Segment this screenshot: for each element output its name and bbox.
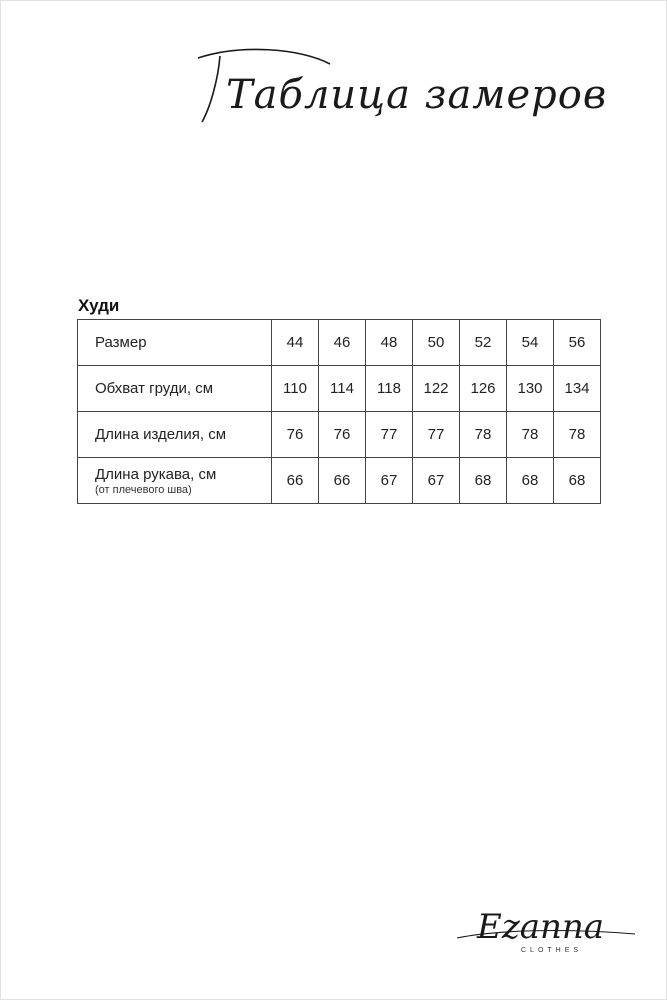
table-cell: 68 [507,458,554,504]
svg-text:Таблица замеров: Таблица замеров [226,72,608,118]
table-cell: 68 [554,458,601,504]
table-cell: 134 [554,366,601,412]
table-cell: 66 [319,458,366,504]
section-title: Худи [78,296,120,315]
size-table [77,319,601,504]
table-cell: 76 [319,412,366,458]
table-cell: 77 [366,412,413,458]
brand-logo-mark [455,890,640,970]
row-label [78,458,272,504]
handwritten-title-signature [180,30,608,140]
table-cell: 78 [507,412,554,458]
table-cell: 50 [413,320,460,366]
table-cell: 110 [272,366,319,412]
page-title [180,30,608,140]
table-cell: 78 [554,412,601,458]
table-cell: 46 [319,320,366,366]
table-cell: 67 [413,458,460,504]
svg-text:Ezanna: Ezanna [477,907,605,947]
table-cell: 48 [366,320,413,366]
table-row [78,366,601,412]
table-row [78,412,601,458]
table-row [78,458,601,504]
table-cell: 130 [507,366,554,412]
row-label: Длина изделия, см [78,412,272,458]
table-cell: 122 [413,366,460,412]
table-row [78,320,601,366]
row-label: Размер [78,320,272,366]
table-cell: 126 [460,366,507,412]
row-label: Обхват груди, см [78,366,272,412]
row-label-note: (от плечевого шва) [95,483,192,496]
table-cell: 54 [507,320,554,366]
table-cell: 66 [272,458,319,504]
table-cell: 77 [413,412,460,458]
row-label-text: Длина рукава, см [95,465,217,483]
table-cell: 118 [366,366,413,412]
brand-logo [455,890,640,970]
table-cell: 67 [366,458,413,504]
table-cell: 52 [460,320,507,366]
table-cell: 68 [460,458,507,504]
table-cell: 114 [319,366,366,412]
table-cell: 78 [460,412,507,458]
table-cell: 44 [272,320,319,366]
svg-text:CLOTHES: CLOTHES [521,947,583,954]
table-cell: 76 [272,412,319,458]
table-cell: 56 [554,320,601,366]
